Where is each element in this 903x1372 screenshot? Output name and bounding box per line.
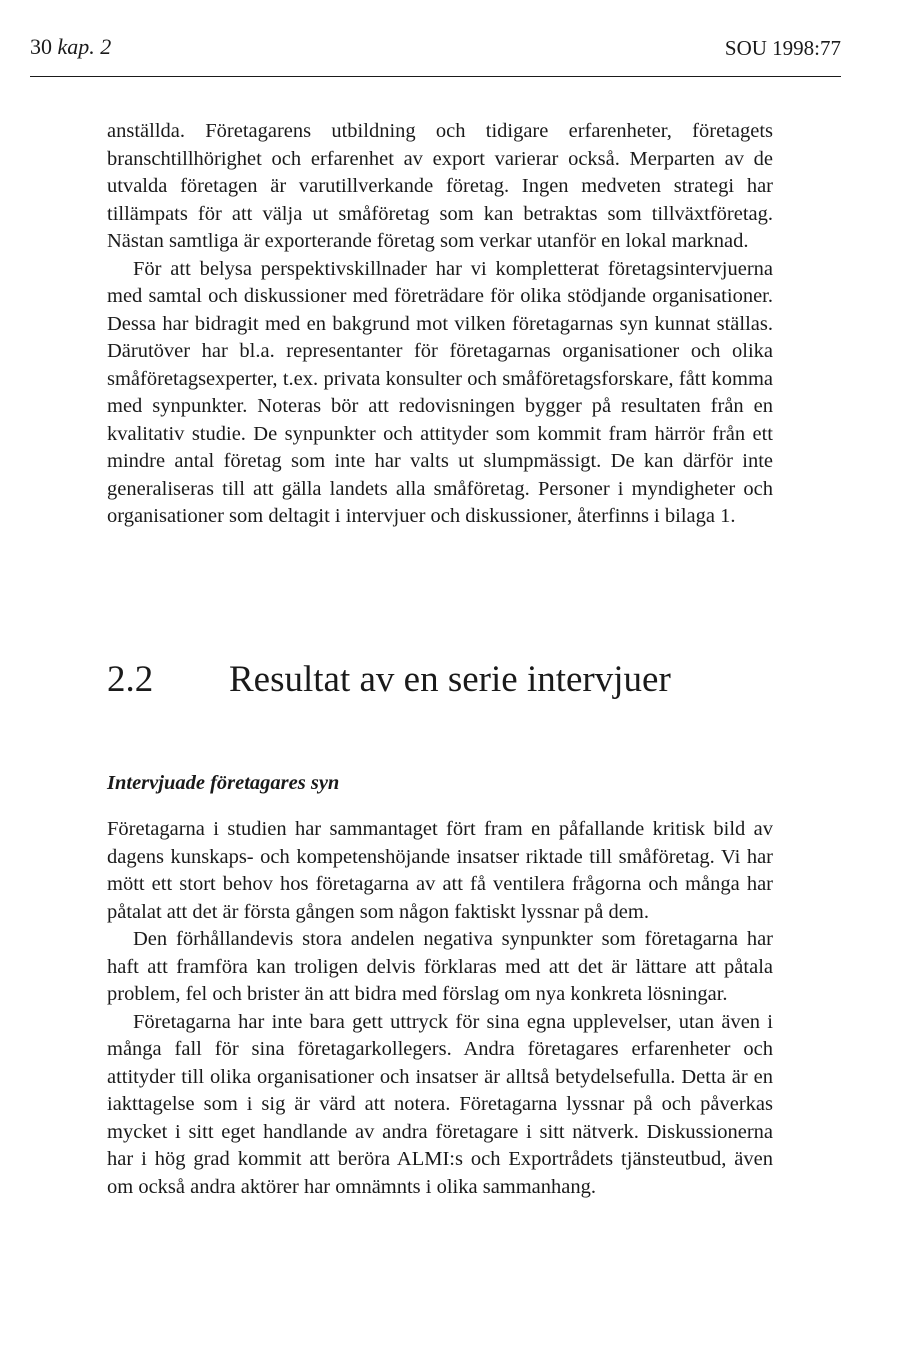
section-heading [107,652,773,708]
section-intro-text [107,118,773,531]
page-header [30,34,841,64]
document-id: SOU 1998:77 [724,36,841,60]
chapter-label: kap. 2 [57,34,112,59]
paragraph: Den förhållandevis stora andelen negativa synpunkter som företagarna har haft att framföra kan troligen delvis förklaras med att det är lättare att påtala problem, fel och brister än att bidra med förslag om nya konkreta lösningar. [107,928,773,1005]
paragraph: anställda. Företagarens utbildning och tidigare erfarenheter, företagets branschtillhörighet och erfarenhet av export varierar också. Merparten av de utvalda företagen är varutillverkande företag. Ingen medveten strategi har tillämpats för att välja ut småföretag som kan betraktas som tillväxtföretag. Nästan samtliga är exporterande företag som verkar utanför en lokal marknad. [107,120,773,252]
section-number: 2.2 [107,659,154,700]
paragraph: Företagarna i studien har sammantaget fört fram en påfallande kritisk bild av dagens kunskaps- och kompetenshöjande insatser riktade till småföretag. Vi har mött ett stort behov hos företagarna av att få ventilera frågorna och många har påtalat att det är första gången som någon faktiskt lyssnar på dem. [107,818,773,923]
paragraph: För att belysa perspektivskillnader har vi kompletterat företagsintervjuerna med samtal och diskussioner med företrädare för olika stödjande organisationer. Dessa har bidragit med en bakgrund mot vilken företagarnas syn kunnat ställas. Därutöver har bl.a. representanter för företagarnas organisationer och olika småföretagsexperter, t.ex. privata konsulter och småföretagsforskare, fått komma med synpunkter. Noteras bör att redovisningen bygger på resultaten från en kvalitativ studie. De synpunkter och attityder som kommit fram härrör från ett mindre antal företag som inte har valts ut slumpmässigt. De kan därför inte generaliseras till att gälla landets alla småföretag. Personer i myndigheter och organisationer som deltagit i intervjuer och diskussioner, återfinns i bilaga 1. [107,257,773,527]
paragraph: Företagarna har inte bara gett uttryck för sina egna upplevelser, utan även i många fall för sina företagarkollegers. Andra företagares erfarenheter och attityder till olika organisationer och insatser är alltså betydelsefulla. Detta är en iakttagelse som i sig är värd att notera. Företagarna lyssnar på och påverkas mycket i sitt eget handlande av andra företagare i sitt nätverk. Diskussionerna har i hög grad kommit att beröra ALMI:s och Exportrådets tjänsteutbud, även om också andra aktörer har omnämnts i olika sammanhang. [107,1010,773,1198]
section-title: Resultat av en serie intervjuer [229,659,671,700]
subheading: Intervjuade företagares syn [107,772,340,794]
section-results-text [107,816,773,1201]
page-number: 30 [30,34,52,59]
running-head-left [30,34,111,60]
header-divider [30,76,841,77]
